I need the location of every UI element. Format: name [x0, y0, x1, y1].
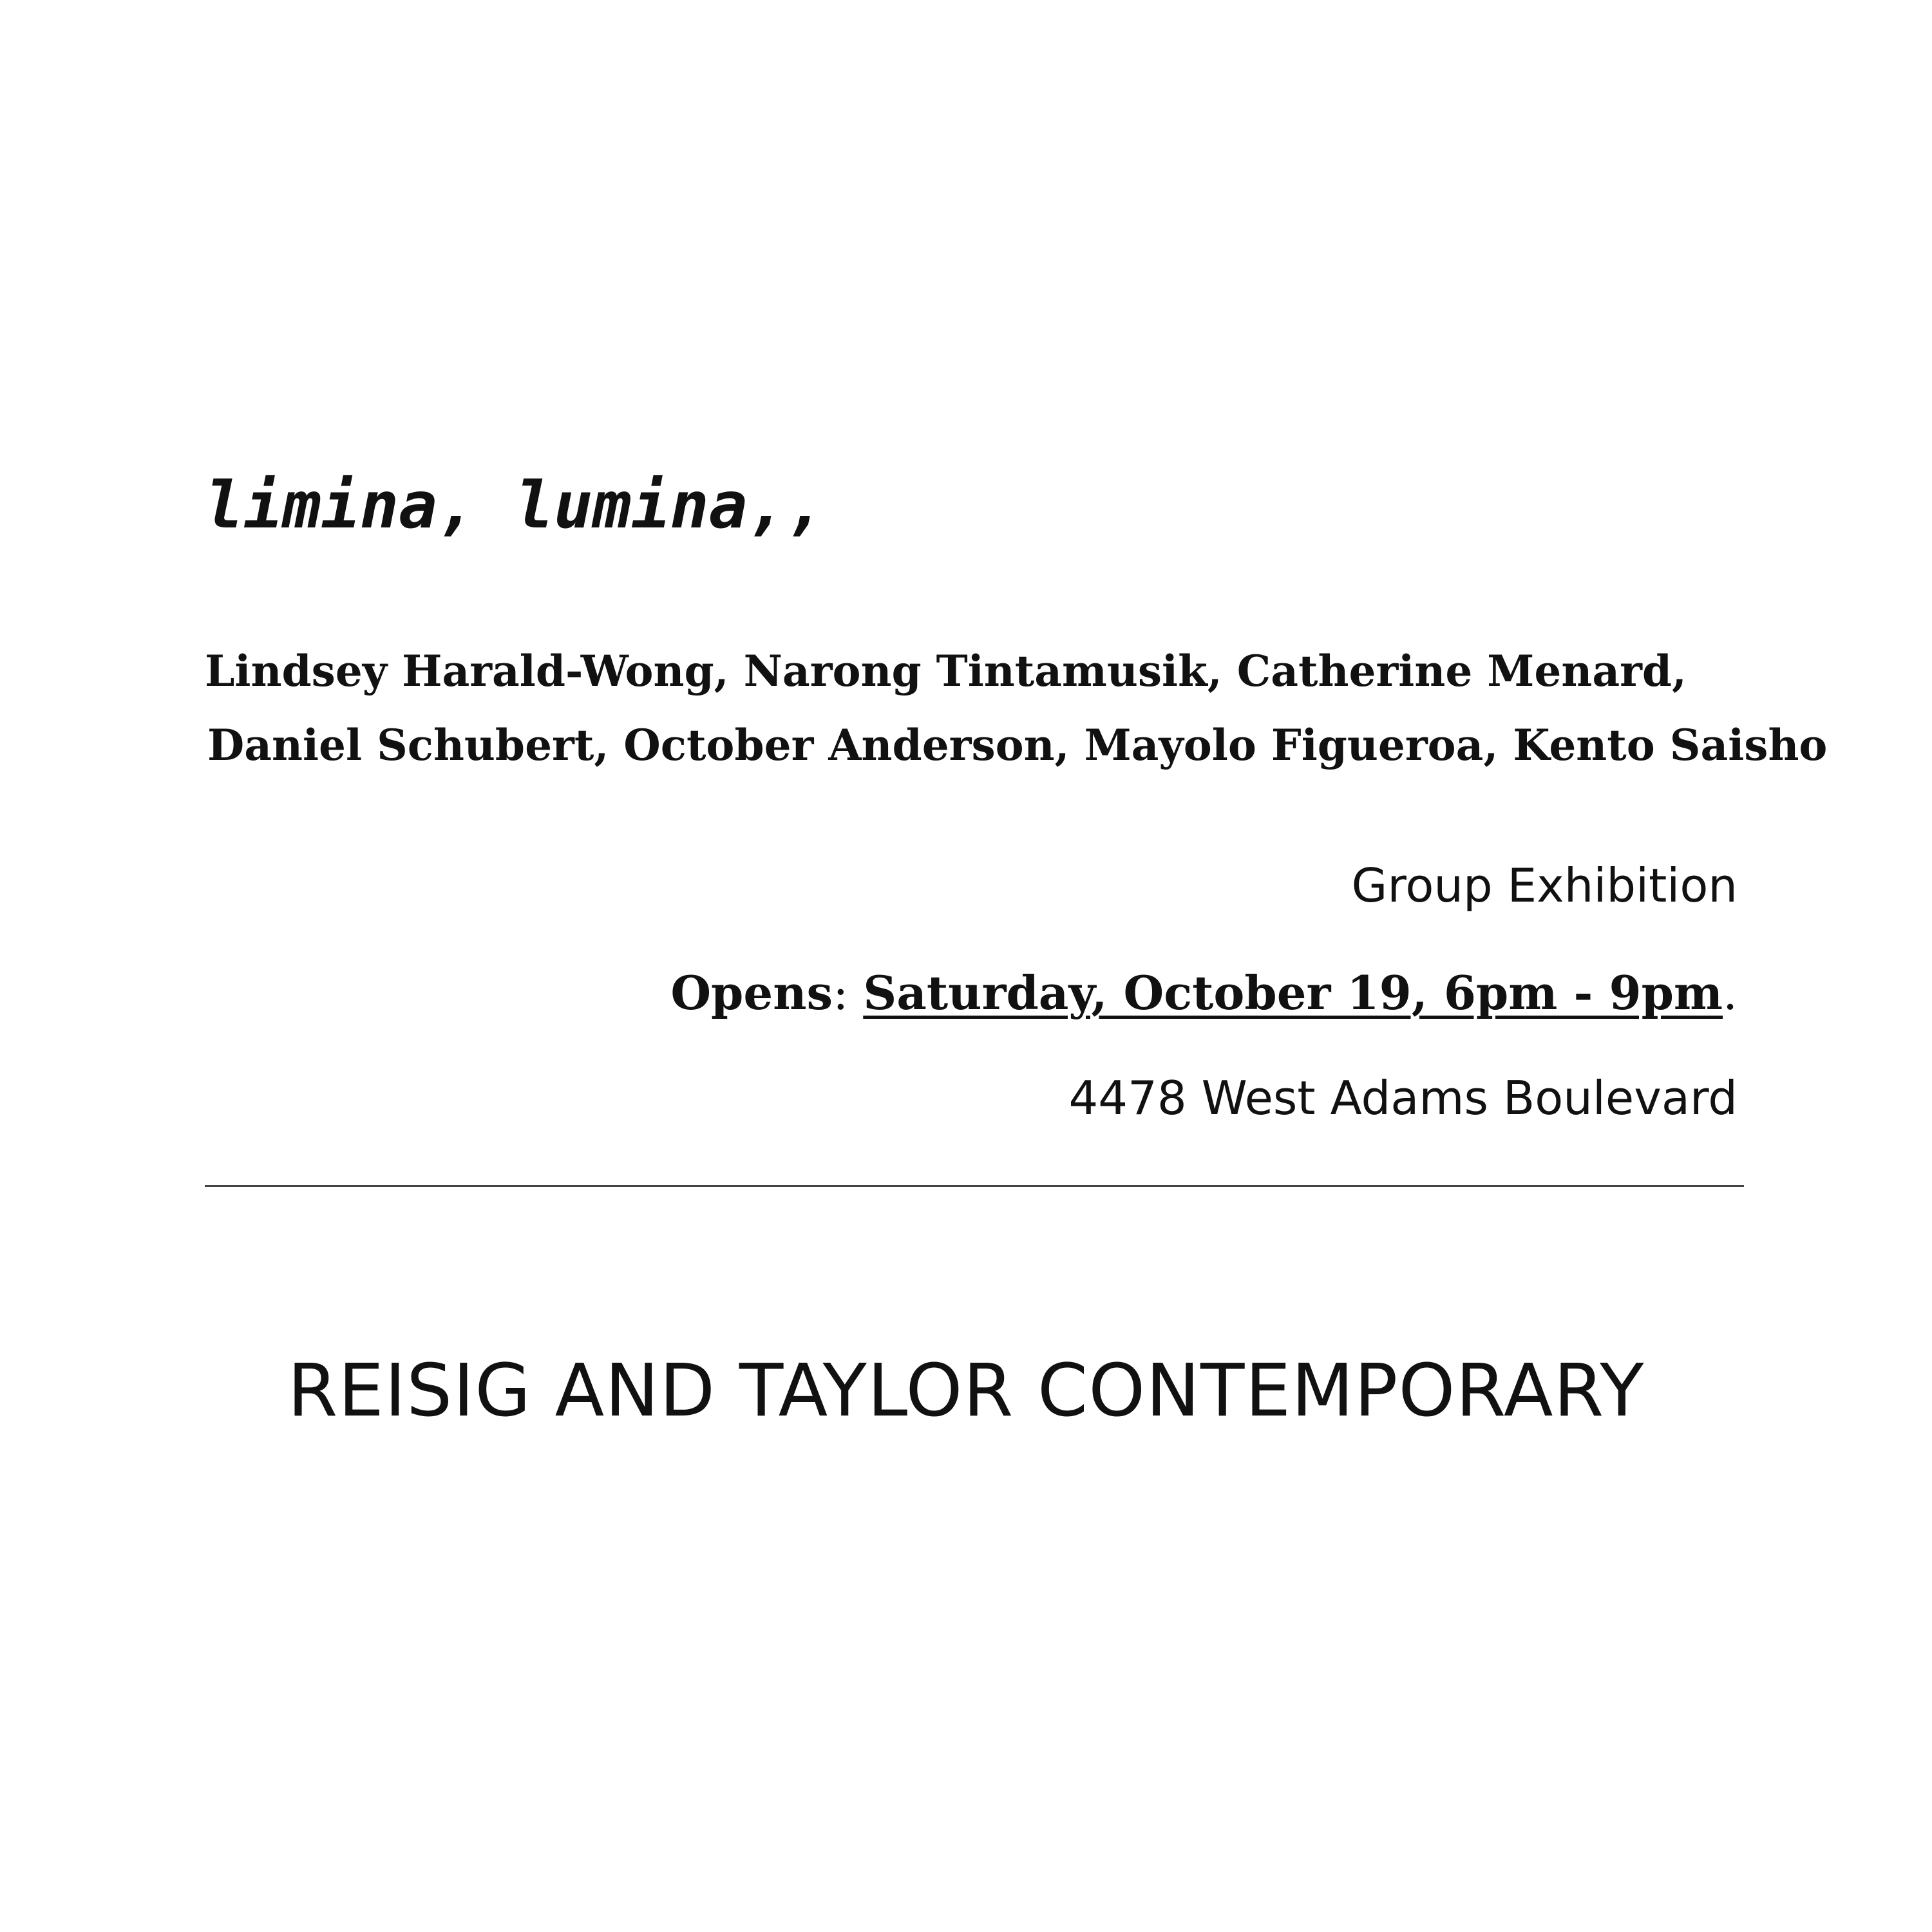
- opens-end-punctuation: .: [1723, 966, 1738, 1020]
- artist-list-line-2: Daniel Schubert, October Anderson, Mayolo Figueroa, Kento Saisho: [207, 720, 1828, 770]
- opening-date-link[interactable]: Saturday, October 19, 6pm - 9pm: [863, 965, 1723, 1020]
- opens-label: Opens: [670, 965, 833, 1020]
- opening-info: [205, 958, 1738, 1028]
- opens-separator: :: [833, 966, 849, 1020]
- exhibition-type: Group Exhibition: [1351, 858, 1738, 913]
- gallery-name: REISIG AND TAYLOR CONTEMPORARY: [287, 1349, 1645, 1433]
- artist-list-line-1: Lindsey Harald-Wong, Narong Tintamusik, Catherine Menard,: [205, 646, 1687, 696]
- divider-line: [205, 1185, 1744, 1187]
- gallery-address: 4478 West Adams Boulevard: [1068, 1071, 1738, 1125]
- artist-list: [205, 634, 1828, 782]
- exhibition-title: limina, lumina,,: [205, 468, 826, 543]
